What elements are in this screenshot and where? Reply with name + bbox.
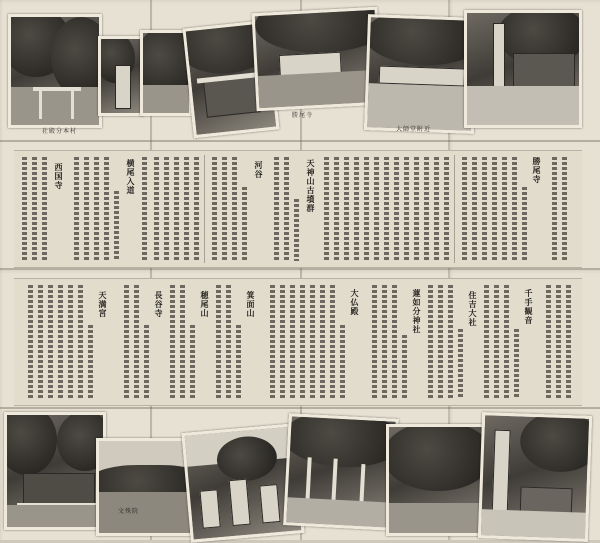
photo-pagoda-pillar [464,10,582,128]
section-heading: 住吉大社 [468,291,478,327]
photo-caption: 大師堂附近 [396,126,432,133]
lower-text-block [14,278,582,406]
photo-pine-trees [386,424,488,536]
photo-torii-gate [8,14,102,128]
photo-torii-path [283,413,399,531]
section-heading: 河谷 [254,161,264,179]
section-heading: 天神山古墳群 [306,159,316,213]
section-heading: 千手観音 [524,289,534,325]
section-heading: 箕面山 [246,291,256,318]
photo-caption: 文殊院 [118,508,140,515]
section-heading: 長谷寺 [154,291,164,318]
photo-caption: 社殿分本村 [42,128,78,135]
photo-shrine-hall [4,412,106,530]
photo-stone-monument [98,36,144,116]
section-heading: 大仏殿 [350,289,360,316]
section-heading: 穂尾山 [200,291,210,318]
section-heading: 横尾入道 [126,159,136,195]
section-heading: 蓮如分神社 [412,289,422,334]
photo-caption: 勝尾寺 [292,112,314,119]
upper-text-block [14,150,582,268]
photo-stone-steps [478,412,592,542]
photo-hall-courtyard [364,14,478,134]
section-heading: 勝尾寺 [532,157,542,184]
section-heading: 天満宮 [98,291,108,318]
section-heading: 西国寺 [54,163,64,190]
photo-temple-building [252,7,383,111]
photo-mountain-view [96,438,194,536]
